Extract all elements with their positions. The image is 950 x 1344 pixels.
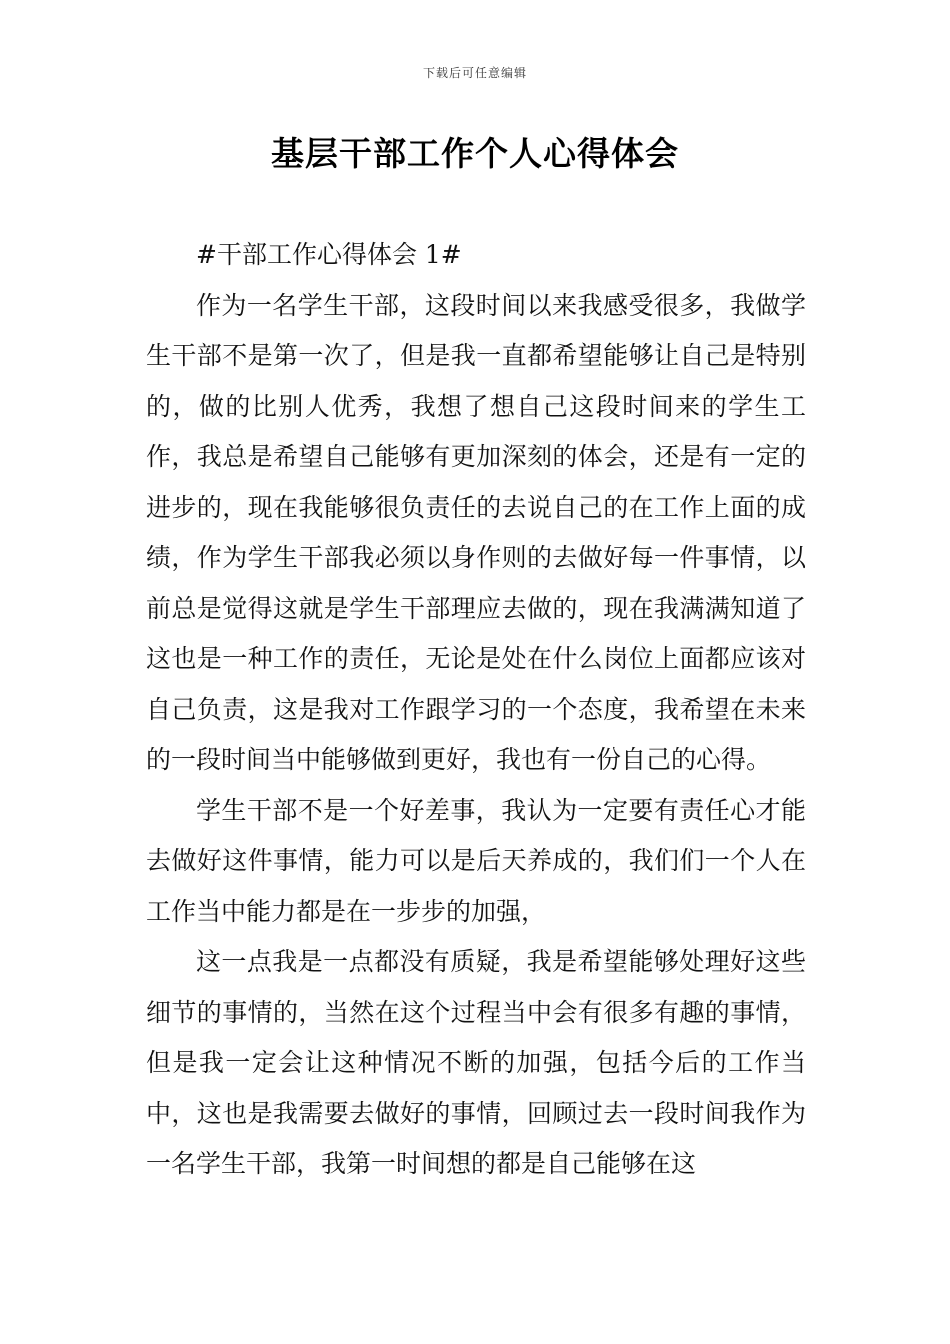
document-body xyxy=(146,230,806,1190)
header-note: 下载后可任意编辑 xyxy=(422,66,527,80)
document-title: 基层干部工作个人心得体会 xyxy=(271,134,679,173)
paragraph: 学生干部不是一个好差事，我认为一定要有责任心才能去做好这件事情，能力可以是后天养成的，我们们一个人在工作当中能力都是在一步步的加强， xyxy=(146,795,806,926)
section-heading: #干部工作心得体会 1# xyxy=(196,240,462,269)
paragraph: 这一点我是一点都没有质疑，我是希望能够处理好这些细节的事情的，当然在这个过程当中会有很多有趣的事情，但是我一定会让这种情况不断的加强，包括今后的工作当中，这也是我需要去做好的事情，回顾过去一段时间我作为一名学生干部，我第一时间想的都是自己能够在这 xyxy=(146,947,806,1178)
paragraph: 作为一名学生干部，这段时间以来我感受很多，我做学生干部不是第一次了，但是我一直都希望能够让自己是特别的，做的比别人优秀，我想了想自己这段时间来的学生工作，我总是希望自己能够有更加深刻的体会，还是有一定的进步的，现在我能够很负责任的去说自己的在工作上面的成绩，作为学生干部我必须以身作则的去做好每一件事情，以前总是觉得这就是学生干部理应去做的，现在我满满知道了这也是一种工作的责任，无论是处在什么岗位上面都应该对自己负责，这是我对工作跟学习的一个态度，我希望在未来的一段时间当中能够做到更好，我也有一份自己的心得。 xyxy=(146,290,806,774)
